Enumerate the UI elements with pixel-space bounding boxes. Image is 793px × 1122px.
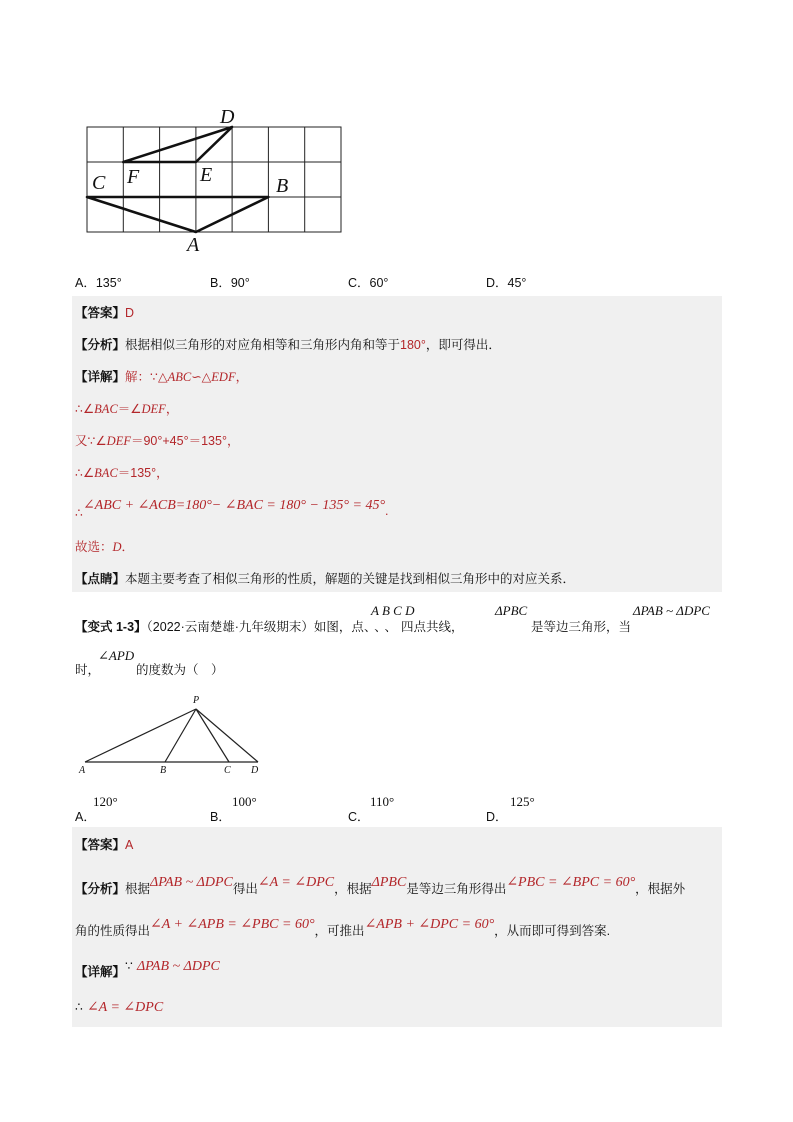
label-A: A <box>187 234 200 256</box>
detail-tag: 【详解】 <box>75 370 126 384</box>
analysis-math: ∠A = ∠DPC <box>257 875 335 890</box>
step-var: DEF <box>106 434 131 448</box>
option-value: 90° <box>230 276 250 290</box>
analysis-math: ΔPAB ~ ΔDPC <box>150 875 233 890</box>
choose-text: 故选： <box>75 540 113 554</box>
q2-separators: 、、、 <box>363 620 401 634</box>
analysis-text: ，从而即可得到答案. <box>494 924 611 938</box>
sol1-step3 <box>75 431 239 449</box>
step5-dot: . <box>385 504 389 518</box>
q2-option-c-value: 110° <box>370 794 395 809</box>
option-letter: A． <box>75 276 96 290</box>
q1-option-b <box>210 273 250 291</box>
q2-option-c-letter: C． <box>348 810 370 824</box>
analysis-math: ∠PBC = ∠BPC = 60° <box>506 875 636 890</box>
analysis-tag: 【分析】 <box>75 338 126 352</box>
sol2-answer <box>75 835 133 853</box>
sol1-detail <box>75 367 248 385</box>
label-E: E <box>200 164 213 186</box>
figure-grid-triangles <box>80 100 360 260</box>
q2-text: 是等边三角形，当 <box>531 620 632 634</box>
therefore-symbol: ∴ <box>75 1000 83 1014</box>
detail-math: ∠A = ∠DPC <box>86 1000 164 1015</box>
answer-tag: 【答案】 <box>75 838 126 852</box>
choose-value: D <box>112 540 122 554</box>
q2-text: 四点共线， <box>400 620 464 634</box>
step5-formula: ∠ABC + ∠ACB=180°− ∠BAC = 180° − 135° = 45° <box>82 498 386 513</box>
detail-math: ΔPAB ~ ΔDPC <box>136 959 220 974</box>
step-text: 又∵∠ <box>75 434 107 448</box>
q2-text: 时， <box>75 663 101 677</box>
q2-option-d-value: 125° <box>510 794 535 809</box>
comment-tag: 【点睛】 <box>75 572 126 586</box>
detail-intro: 解：∵△ <box>125 370 168 384</box>
comment-text: 本题主要考查了相似三角形的性质，解题的关键是找到相似三角形中的对应关系． <box>125 572 576 586</box>
therefore-symbol: ∴ <box>75 506 83 520</box>
option-value: 60° <box>369 276 389 290</box>
q2-line2 <box>75 660 100 678</box>
analysis-text: 是等边三角形得出 <box>406 882 507 896</box>
q1-option-d <box>486 273 526 291</box>
analysis-math: ∠A + ∠APB = ∠PBC = 60° <box>150 917 315 932</box>
step-text: ＝90°+45°＝135°， <box>130 434 240 448</box>
sol1-analysis <box>75 335 501 353</box>
analysis-text: 得出 <box>232 882 258 896</box>
option-value: 45° <box>507 276 527 290</box>
step-text: ∴∠ <box>75 466 95 480</box>
q2-option-a-value: 120° <box>93 794 118 809</box>
fig2-label-C: C <box>224 765 231 776</box>
analysis-text: ，根据 <box>334 882 372 896</box>
label-C: C <box>92 172 106 194</box>
detail-comma: ， <box>235 370 249 384</box>
analysis-text: ，根据外 <box>635 882 686 896</box>
q2-tag: 【变式 1-3】 <box>75 620 147 634</box>
q2-option-b-letter: B． <box>210 810 231 824</box>
because-symbol: ∵ <box>125 959 133 973</box>
label-B: B <box>276 175 289 197</box>
q2-line1b <box>531 617 631 635</box>
label-D: D <box>220 106 235 128</box>
option-letter: C． <box>348 276 370 290</box>
step-text: ＝135°， <box>117 466 169 480</box>
step-text: ＝∠ <box>117 402 142 416</box>
fig2-label-P: P <box>193 695 200 706</box>
step-text: ∴∠ <box>75 402 95 416</box>
sol1-step2 <box>75 399 178 417</box>
analysis-tag: 【分析】 <box>75 882 126 896</box>
analysis-text: ，可推出 <box>314 924 365 938</box>
sol1-choose <box>75 537 134 555</box>
q1-option-a <box>75 273 122 291</box>
q2-line1 <box>75 617 463 635</box>
analysis-text: 角的性质得出 <box>75 924 151 938</box>
step-var: BAC <box>94 402 118 416</box>
q2-source: （2022·云南楚雄·九年级期末）如图，点 <box>146 620 364 634</box>
answer-tag: 【答案】 <box>75 306 126 320</box>
step-var: BAC <box>94 466 118 480</box>
label-F: F <box>127 166 140 188</box>
q2-text: 的度数为（ ） <box>136 663 224 677</box>
analysis-number: 180° <box>400 338 426 352</box>
detail-tag: 【详解】 <box>75 965 126 979</box>
option-letter: B． <box>210 276 231 290</box>
detail-edf: EDF <box>211 370 236 384</box>
q2-similarity: ΔPAB ~ ΔDPC <box>633 603 710 618</box>
analysis-math: ∠APB + ∠DPC = 60° <box>364 917 495 932</box>
step-var: DEF <box>141 402 166 416</box>
step-text: ， <box>165 402 179 416</box>
q2-option-d-letter: D． <box>486 810 508 824</box>
choose-dot: ． <box>121 540 135 554</box>
q2-triangle-pbc: ΔPBC <box>495 603 528 618</box>
sol1-answer <box>75 303 134 321</box>
fig2-label-A: A <box>79 765 86 776</box>
option-letter: D． <box>486 276 508 290</box>
q2-points-abcd: A B C D <box>371 603 415 618</box>
q2-angle-apd: ∠APD <box>98 648 135 663</box>
answer-value: A <box>125 838 134 852</box>
q2-option-a-letter: A． <box>75 810 96 824</box>
sol2-detail <box>75 959 220 981</box>
q1-option-c <box>348 273 388 291</box>
detail-abc: ABC <box>167 370 192 384</box>
analysis-text: 根据 <box>125 882 151 896</box>
analysis-text: 根据相似三角形的对应角相等和三角形内角和等于 <box>125 338 401 352</box>
option-value: 135° <box>95 276 122 290</box>
analysis-end: ，即可得出． <box>425 338 501 352</box>
fig2-label-B: B <box>160 765 167 776</box>
answer-value: D <box>125 306 135 320</box>
detail-sim: ∽△ <box>191 370 212 384</box>
sol1-comment <box>75 569 575 587</box>
fig2-label-D: D <box>251 765 259 776</box>
sol1-step4 <box>75 463 169 481</box>
sol2-analysis-line2 <box>75 917 611 940</box>
sol2-step2 <box>75 999 163 1016</box>
q2-line2b <box>136 660 224 678</box>
figure-triangle-pabcd <box>72 690 272 780</box>
sol1-step5 <box>75 497 389 520</box>
sol2-analysis-line1 <box>75 875 686 898</box>
q2-option-b-value: 100° <box>232 794 257 809</box>
analysis-math: ΔPBC <box>371 875 407 890</box>
